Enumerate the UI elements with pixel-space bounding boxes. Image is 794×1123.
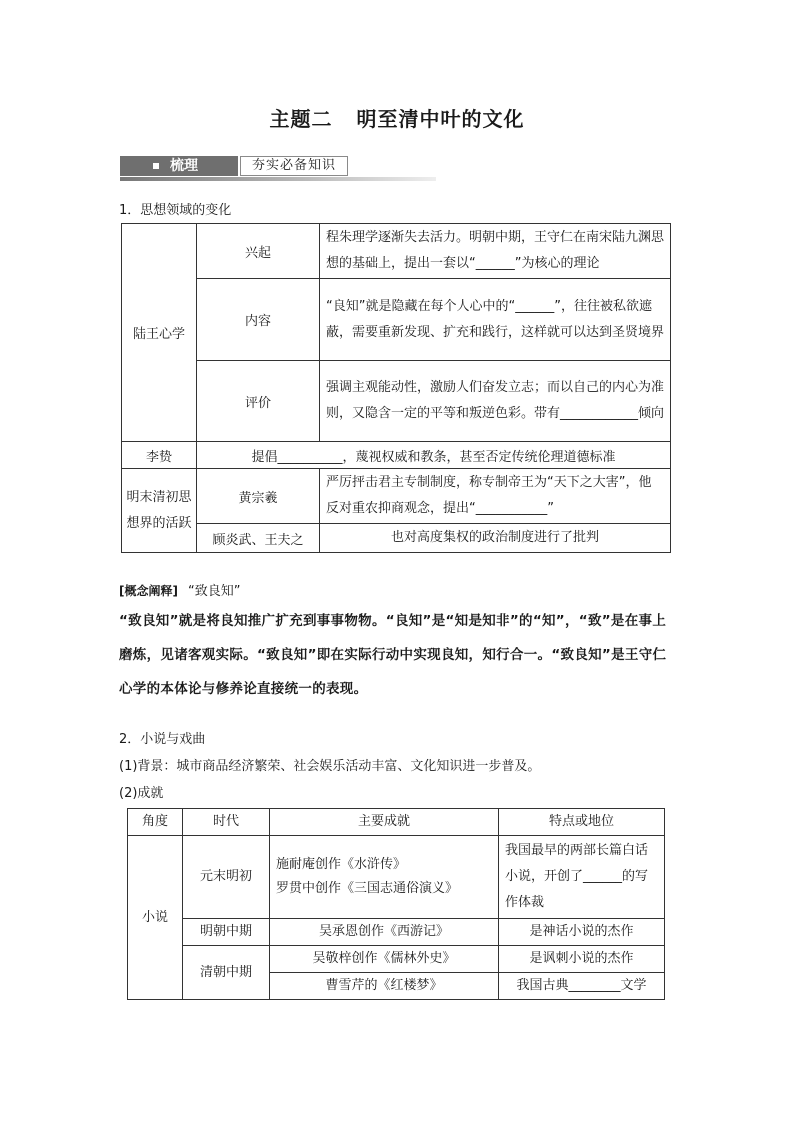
pingjia-text: 强调主观能动性，激励人们奋发立志；而以自己的内心为准则，又隐含一定的平等和叛逆色彩。带有____________倾向 — [320, 361, 671, 442]
lwxx-cell: 陆王心学 — [122, 224, 197, 442]
section2-achievement: (2)成就 — [119, 786, 164, 801]
lizhi-label: 李贽 — [122, 442, 197, 469]
neirong-text: “良知”就是隐藏在每个人心中的“______”，往往被私欲遮蔽，需要重新发现、扩充和践行，这样就可以达到圣贤境界 — [320, 279, 671, 361]
work3b-cell: 曹雪芹的《红楼梦》 — [270, 973, 499, 1000]
gu-text: 也对高度集权的政治制度进行了批判 — [320, 524, 671, 553]
banner-label: 梳理 — [170, 158, 198, 174]
section2-background: (1)背景：城市商品经济繁荣、社会娱乐活动丰富、文化知识进一步普及。 — [119, 759, 541, 774]
era1-cell: 元末明初 — [183, 836, 270, 919]
header-era: 时代 — [183, 809, 270, 836]
square-bullet-icon — [153, 163, 159, 169]
work1-cell — [270, 836, 499, 919]
novel-table — [127, 808, 665, 1000]
concept-paragraph: “致良知”就是将良知推广扩充到事事物物。“良知”是“知是知非”的“知”，“致”是在事上磨炼，见诸客观实际。“致良知”即在实际行动中实现良知，知行合一。“致良知”是王守仁心学的本体论与修养论直接统一的表现。 — [119, 613, 667, 697]
mingmo-label: 明末清初思想界的活跃 — [122, 469, 197, 553]
era3-cell: 清朝中期 — [183, 946, 270, 1000]
category-cell: 小说 — [128, 836, 183, 1000]
huang-label: 黄宗羲 — [197, 469, 320, 524]
header-feature: 特点或地位 — [499, 809, 665, 836]
feature3b-cell: 我国古典________文学 — [499, 973, 665, 1000]
feature3a-cell: 是讽刺小说的杰作 — [499, 946, 665, 973]
banner-tag: 夯实必备知识 — [240, 156, 348, 176]
work2-cell: 吴承恩创作《西游记》 — [270, 919, 499, 946]
concept-heading — [119, 580, 240, 599]
work1a: 施耐庵创作《水浒传》 — [276, 857, 407, 872]
section-banner — [120, 156, 436, 182]
feature1-cell: 我国最早的两部长篇白话小说，开创了______的写作体裁 — [499, 836, 665, 919]
xingqi-label: 兴起 — [197, 224, 320, 279]
page-title — [0, 103, 794, 132]
title-part2: 明至清中叶的文化 — [356, 107, 525, 131]
banner-underline — [120, 177, 436, 181]
lizhi-text: 提倡__________，蔑视权威和教条，甚至否定传统伦理道德标准 — [197, 442, 671, 469]
section2-heading: 2．小说与戏曲 — [119, 732, 206, 747]
thought-table — [121, 223, 671, 553]
era2-cell: 明朝中期 — [183, 919, 270, 946]
title-part1: 主题二 — [269, 107, 333, 131]
section1-heading: 1．思想领域的变化 — [119, 203, 232, 218]
header-angle: 角度 — [128, 809, 183, 836]
neirong-label: 内容 — [197, 279, 320, 361]
pingjia-label: 评价 — [197, 361, 320, 442]
header-achievement: 主要成就 — [270, 809, 499, 836]
concept-term: “致良知” — [187, 584, 241, 599]
gu-label: 顾炎武、王夫之 — [197, 524, 320, 553]
work3a-cell: 吴敬梓创作《儒林外史》 — [270, 946, 499, 973]
xingqi-text: 程朱理学逐渐失去活力。明朝中期，王守仁在南宋陆九渊思想的基础上，提出一套以“______”为核心的理论 — [320, 224, 671, 279]
work1b: 罗贯中创作《三国志通俗演义》 — [276, 881, 459, 896]
huang-text: 严厉抨击君主专制制度，称专制帝王为“天下之大害”，他反对重农抑商观念，提出“___________” — [320, 469, 671, 524]
feature2-cell: 是神话小说的杰作 — [499, 919, 665, 946]
banner-label-box — [120, 156, 238, 176]
concept-label: [概念阐释] — [119, 584, 178, 598]
